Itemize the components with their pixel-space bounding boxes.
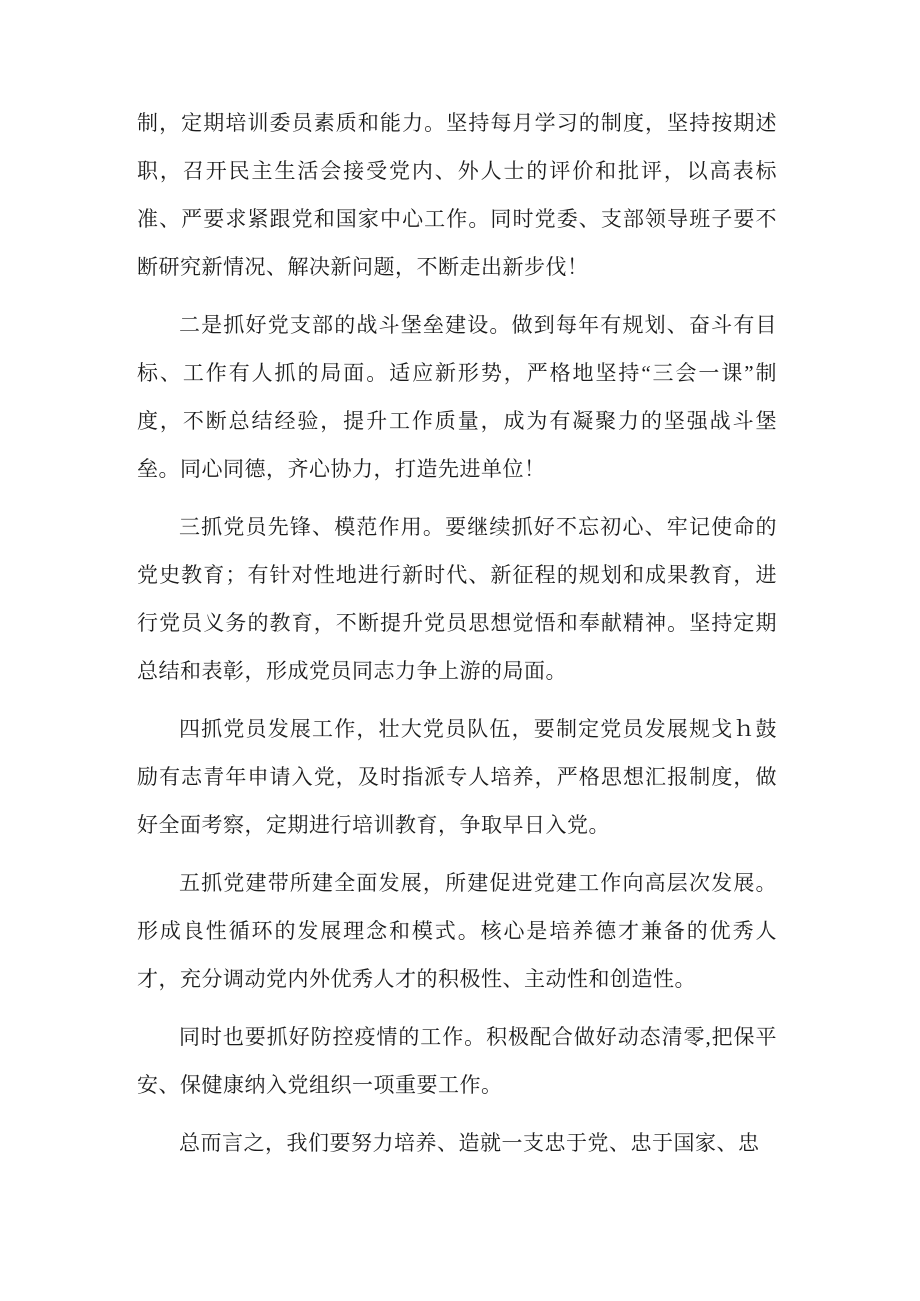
document-body bbox=[137, 99, 777, 1177]
paragraph-7: 总而言之，我们要努力培养、造就一支忠于党、忠于国家、忠 bbox=[179, 1131, 760, 1155]
paragraph-2: 二是抓好党支部的战斗堡垒建设。做到每年有规划、奋斗有目标、工作有人抓的局面。适应新形势，严格地坚持“三会一课”制度，不断总结经验，提升工作质量，成为有凝聚力的坚强战斗堡垒。同心同德，齐心协力，打造先进单位！ bbox=[137, 313, 777, 481]
paragraph-3: 三抓党员先锋、模范作用。要继续抓好不忘初心、牢记使命的党史教育；有针对性地进行新时代、新征程的规划和成果教育，进行党员义务的教育，不断提升党员思想觉悟和奉献精神。坚持定期总结和表彰，形成党员同志力争上游的局面。 bbox=[137, 515, 777, 683]
paragraph-4: 四抓党员发展工作，壮大党员队伍，要制定党员发展规戈ｈ鼓励有志青年申请入党，及时指派专人培养，严格思想汇报制度，做好全面考察，定期进行培训教育，争取早日入党。 bbox=[137, 717, 777, 837]
paragraph-5: 五抓党建带所建全面发展，所建促进党建工作向高层次发展。形成良性循环的发展理念和模式。核心是培养德才兼备的优秀人才，充分调动党内外优秀人才的积极性、主动性和创造性。 bbox=[137, 871, 777, 991]
paragraph-6: 同时也要抓好防控疫情的工作。积极配合做好动态清零,把保平安、保健康纳入党组织一项重要工作。 bbox=[137, 1025, 777, 1097]
paragraph-1: 制，定期培训委员素质和能力。坚持每月学习的制度，坚持按期述职，召开民主生活会接受党内、外人士的评价和批评，以高表标准、严要求紧跟党和国家中心工作。同时党委、支部领导班子要不断研究新情况、解决新问题，不断走出新步伐！ bbox=[137, 111, 777, 279]
